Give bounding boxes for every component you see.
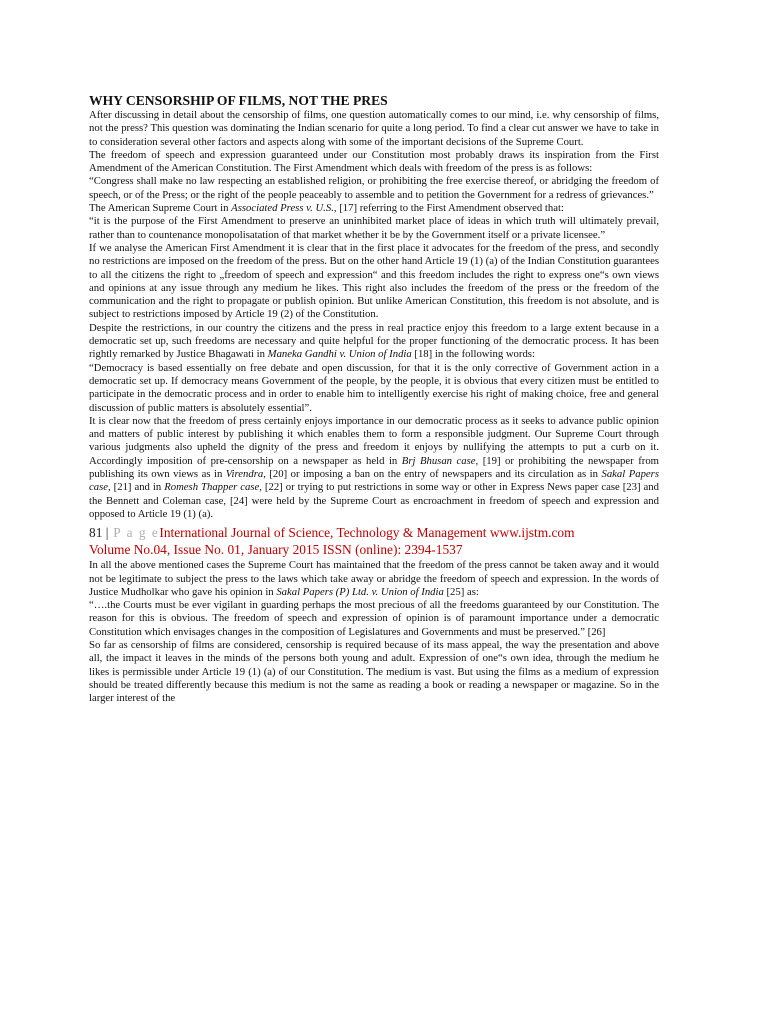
paragraph — [89, 149, 659, 176]
italic-citation: Brj Bhusan case, — [401, 454, 479, 467]
paragraph — [89, 242, 659, 322]
body-text-top — [89, 109, 659, 521]
italic-citation: Sakal Papers case, — [89, 468, 659, 494]
text-run: “….the Courts must be ever vigilant in guarding perhaps the most precious of all the freedoms guaranteed by our Constitution. The reason for this is obvious. The freedom of speech and expression of opinion is of paramount importance under a democratic Constitution which envisages changes in the composition of Legislatures and Governments and must be preserved.” [26] — [89, 599, 659, 638]
page-number: 81 | — [89, 525, 109, 541]
italic-citation: Virendra, — [225, 468, 266, 481]
paragraph — [89, 175, 659, 202]
text-run: If we analyse the American First Amendment it is clear that in the first place it advocates for the freedom of the press, and secondly no restrictions are imposed on the freedom of the press. But on the other hand Article 19 (1) (a) of the Indian Constitution guarantees to all the citizens the right to „freedom of speech and expression“ and this freedom includes the right to express one“s own views and opinions at any issue through any medium he likes. This right also includes the freedom of the press or the freedom of the communication and the right to propagate or publish opinion. But unlike American Constitution, this freedom is not absolute, and is subject to restrictions imposed by Article 19 (2) of the Constitution. — [89, 241, 659, 321]
paragraph — [89, 639, 659, 705]
text-run: “it is the purpose of the First Amendment to preserve an uninhibited market place of ideas in which truth will ultimately prevail, rather than to countenance monopolisatation of that market whether it be by the Government itself or a private licensee.” — [89, 215, 659, 241]
italic-citation: Sakal Papers (P) Ltd. v. Union of India — [276, 585, 444, 598]
paragraph — [89, 559, 659, 599]
paragraph — [89, 599, 659, 639]
text-run: [22] or trying to put restrictions in some way or other in Express News paper case [23] and the Bennett and Coleman case, [24] were held by the Supreme Court as encroachment in freedom of speech and expression and opposed to Article 19 (1) (a). — [89, 481, 659, 520]
text-run: [17] referring to the First Amendment observed that: — [336, 202, 564, 215]
section-heading: WHY CENSORSHIP OF FILMS, NOT THE PRES — [89, 93, 388, 108]
paragraph — [89, 362, 659, 415]
paragraph — [89, 322, 659, 362]
text-run: “Congress shall make no law respecting an established religion, or prohibiting the free exercise thereof, or abridging the freedom of speech, or of the Press; or the right of the people peaceably to assemble and to petition the Government for a redress of grievances.” — [89, 175, 659, 201]
text-run: “Democracy is based essentially on free debate and open discussion, for that it is the only corrective of Government action in a democratic set up. If democracy means Government of the people, by the people, it is obvious that every citizen must be entitled to participate in the democratic process and in order to enable him to intelligently exercise his right of making choice, free and general discussion of public matters is absolutely essential”. — [89, 361, 659, 414]
text-run: The American Supreme Court in — [89, 202, 232, 215]
italic-citation: Romesh Thapper case, — [164, 481, 262, 494]
text-run: After discussing in detail about the censorship of films, one question automatically comes to our mind, i.e. why censorship of films, not the press? This question was dominating the Indian scenario for quite a long period. To find a clear cut answer we have to take in to consideration several other factors and aspects along with some of the important decisions of the Supreme Court. — [89, 109, 659, 148]
text-run: [19] or prohibiting the newspaper from publishing its own views as in — [89, 454, 659, 481]
paragraph — [89, 202, 659, 215]
text-run: [18] in the following words: — [411, 348, 535, 361]
text-run: The freedom of speech and expression guaranteed under our Constitution most probably draws its inspiration from the First Amendment of the American Constitution. The First Amendment which deals with freedom of the press is as follows: — [89, 148, 659, 175]
text-run: It is clear now that the freedom of press certainly enjoys importance in our democratic process as it seeks to advance public opinion and matters of public interest by publishing it which enables them to form a responsible judgment. Our Supreme Court through various judgments also upheld the dignity of the press and freedom it enjoys by nullifying the attempts to put a curb on it. Accordingly imposition of pre-censorship on a newspaper as held in — [89, 414, 659, 467]
page-label: P a g e — [108, 525, 160, 541]
italic-citation: Associated Press v. U.S., — [231, 202, 337, 215]
body-text-bottom — [89, 559, 659, 705]
paragraph — [89, 415, 659, 521]
document-page — [89, 93, 659, 705]
paragraph — [89, 109, 659, 149]
text-run: Despite the restrictions, in our country the citizens and the press in real practice enjoy this freedom to a large extent because in a democratic set up, such freedoms are necessary and quite helpful for the proper functioning of the democratic process. It has been rightly remarked by Justice Bhagawati in — [89, 321, 659, 361]
text-run: [21] and in — [110, 481, 165, 494]
journal-title: International Journal of Science, Technology & Management www.ijstm.com — [159, 525, 575, 541]
text-run: [20] or imposing a ban on the entry of newspapers and its circulation as in — [265, 468, 602, 481]
footer-journal-line — [89, 524, 659, 541]
footer-volume-line: Volume No.04, Issue No. 01, January 2015 ISSN (online): 2394-1537 — [89, 542, 463, 558]
italic-citation: Maneka Gandhi v. Union of India — [267, 348, 412, 361]
page-footer — [89, 524, 659, 558]
paragraph — [89, 215, 659, 242]
text-run: In all the above mentioned cases the Supreme Court has maintained that the freedom of the press cannot be taken away and it would not be legitimate to subject the press to the laws which take away or abridge the freedom of speech and expression. In the words of Justice Mudholkar who gave his opinion in — [89, 559, 659, 598]
text-run: So far as censorship of films are considered, censorship is required because of its mass appeal, the way the presentation and above all, the impact it leaves in the minds of the persons both young and adult. Expression of one“s own idea, through the medium he likes is permissible under Article 19 (1) (a) of our Constitution. The medium is vast. But using the films as a medium of expression should be treated differently because this medium is not the same as reading a book or reading a newspaper or magazine. So in the larger interest of the — [89, 638, 659, 705]
text-run: [25] as: — [443, 585, 479, 598]
